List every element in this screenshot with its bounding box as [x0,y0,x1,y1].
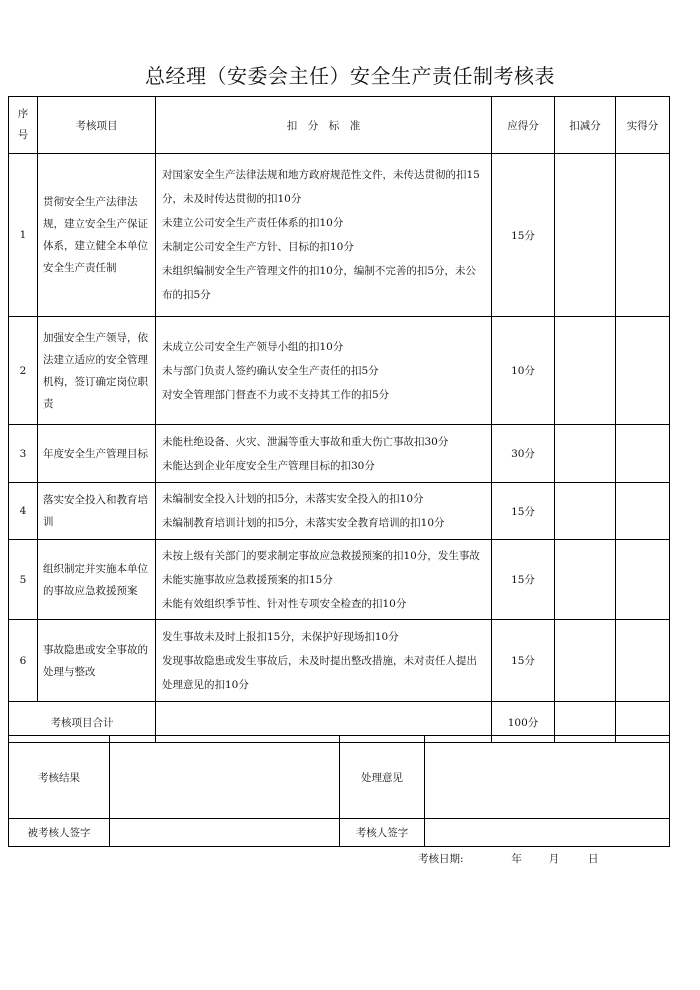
row-due-score: 10分 [492,317,555,425]
total-score: 100分 [492,702,555,743]
row-due-score: 15分 [492,483,555,540]
header-due-score: 应得分 [492,97,555,154]
header-row [9,97,670,154]
date-month: 月 [548,853,560,865]
row-item: 加强安全生产领导，依法建立适应的安全管理机构，签订确定岗位职责 [38,317,156,425]
criteria-line: 未能有效组织季节性、针对性专项安全检查的扣10分 [162,597,407,610]
table-row [9,483,670,540]
row-criteria [156,317,492,425]
criteria-line: 发现事故隐患或发生事故后，未及时提出整改措施，未对责任人提出处理意见的扣10分 [162,654,477,691]
row-item: 落实安全投入和教育培训 [38,483,156,540]
table-row [9,425,670,483]
row-item: 事故隐患或安全事故的处理与整改 [38,620,156,702]
criteria-line: 对安全管理部门督查不力或不支持其工作的扣5分 [162,388,390,401]
row-due-score: 15分 [492,620,555,702]
row-criteria [156,425,492,483]
result-row [9,736,670,819]
table-row [9,620,670,702]
assessment-table [8,96,670,743]
row-due-score: 15分 [492,540,555,620]
header-deduct-score: 扣减分 [555,97,616,154]
row-due-score: 30分 [492,425,555,483]
row-deduct-score[interactable] [555,483,616,540]
opinion-input[interactable] [425,736,670,819]
criteria-line: 未编制教育培训计划的扣5分，未落实安全教育培训的扣10分 [162,517,445,529]
header-seq-line2: 号 [17,129,29,141]
criteria-line: 未建立公司安全生产责任体系的扣10分 [162,217,344,229]
examiner-sign-label: 考核人签字 [340,819,425,847]
row-deduct-score[interactable] [555,620,616,702]
criteria-line: 未能达到企业年度安全生产管理目标的扣30分 [162,459,375,472]
row-seq: 2 [9,317,38,425]
header-seq [9,97,38,154]
result-input[interactable] [110,736,340,819]
row-criteria [156,620,492,702]
row-criteria [156,483,492,540]
header-item: 考核项目 [38,97,156,154]
row-actual-score[interactable] [616,154,670,317]
examinee-sign-label: 被考核人签字 [9,819,110,847]
row-seq: 3 [9,425,38,483]
row-item: 组织制定并实施本单位的事故应急救援预案 [38,540,156,620]
date-year: 年 [511,853,522,865]
header-actual-score: 实得分 [616,97,670,154]
criteria-line: 对国家安全生产法律法规和地方政府规范性文件，未传达贯彻的扣15分，未及时传达贯彻的扣10分 [162,169,480,205]
criteria-line: 未与部门负责人签约确认安全生产责任的扣5分 [162,364,379,377]
row-deduct-score[interactable] [555,540,616,620]
table-row [9,317,670,425]
row-deduct-score[interactable] [555,154,616,317]
row-actual-score[interactable] [616,317,670,425]
criteria-line: 未制定公司安全生产方针、目标的扣10分 [162,241,354,253]
header-criteria: 扣 分 标 准 [156,97,492,154]
date-label: 考核日期: [418,853,464,865]
result-label: 考核结果 [9,736,110,819]
total-label: 考核项目合计 [9,702,156,743]
row-deduct-score[interactable] [555,317,616,425]
page-title: 总经理（安委会主任）安全生产责任制考核表 [145,64,555,88]
row-deduct-score[interactable] [555,425,616,483]
row-actual-score[interactable] [616,540,670,620]
criteria-line: 未成立公司安全生产领导小组的扣10分 [162,340,344,353]
result-table [8,735,670,847]
row-due-score: 15分 [492,154,555,317]
signature-row [9,819,670,847]
row-criteria [156,154,492,317]
row-seq: 4 [9,483,38,540]
criteria-line: 未按上级有关部门的要求制定事故应急救援预案的扣10分，发生事故未能实施事故应急救援预案的扣15分 [162,549,480,586]
criteria-line: 未能杜绝设备、火灾、泄漏等重大事故和重大伤亡事故扣30分 [162,435,449,448]
row-item: 年度安全生产管理目标 [38,425,156,483]
row-actual-score[interactable] [616,425,670,483]
row-seq: 5 [9,540,38,620]
table-row [9,154,670,317]
table-row [9,540,670,620]
assessment-date [418,851,599,866]
row-seq: 6 [9,620,38,702]
row-criteria [156,540,492,620]
header-seq-line1: 序 [17,108,29,120]
examinee-sign-input[interactable] [110,819,340,847]
row-actual-score[interactable] [616,483,670,540]
row-seq: 1 [9,154,38,317]
criteria-line: 发生事故未及时上报扣15分，未保护好现场扣10分 [162,630,399,643]
examiner-sign-input[interactable] [425,819,670,847]
criteria-line: 未组织编制安全生产管理文件的扣10分，编制不完善的扣5分，未公布的扣5分 [162,265,477,301]
criteria-line: 未编制安全投入计划的扣5分，未落实安全投入的扣10分 [162,493,424,505]
row-actual-score[interactable] [616,620,670,702]
date-day: 日 [588,853,599,865]
row-item: 贯彻安全生产法律法规，建立安全生产保证体系，建立健全本单位安全生产责任制 [38,154,156,317]
opinion-label: 处理意见 [340,736,425,819]
